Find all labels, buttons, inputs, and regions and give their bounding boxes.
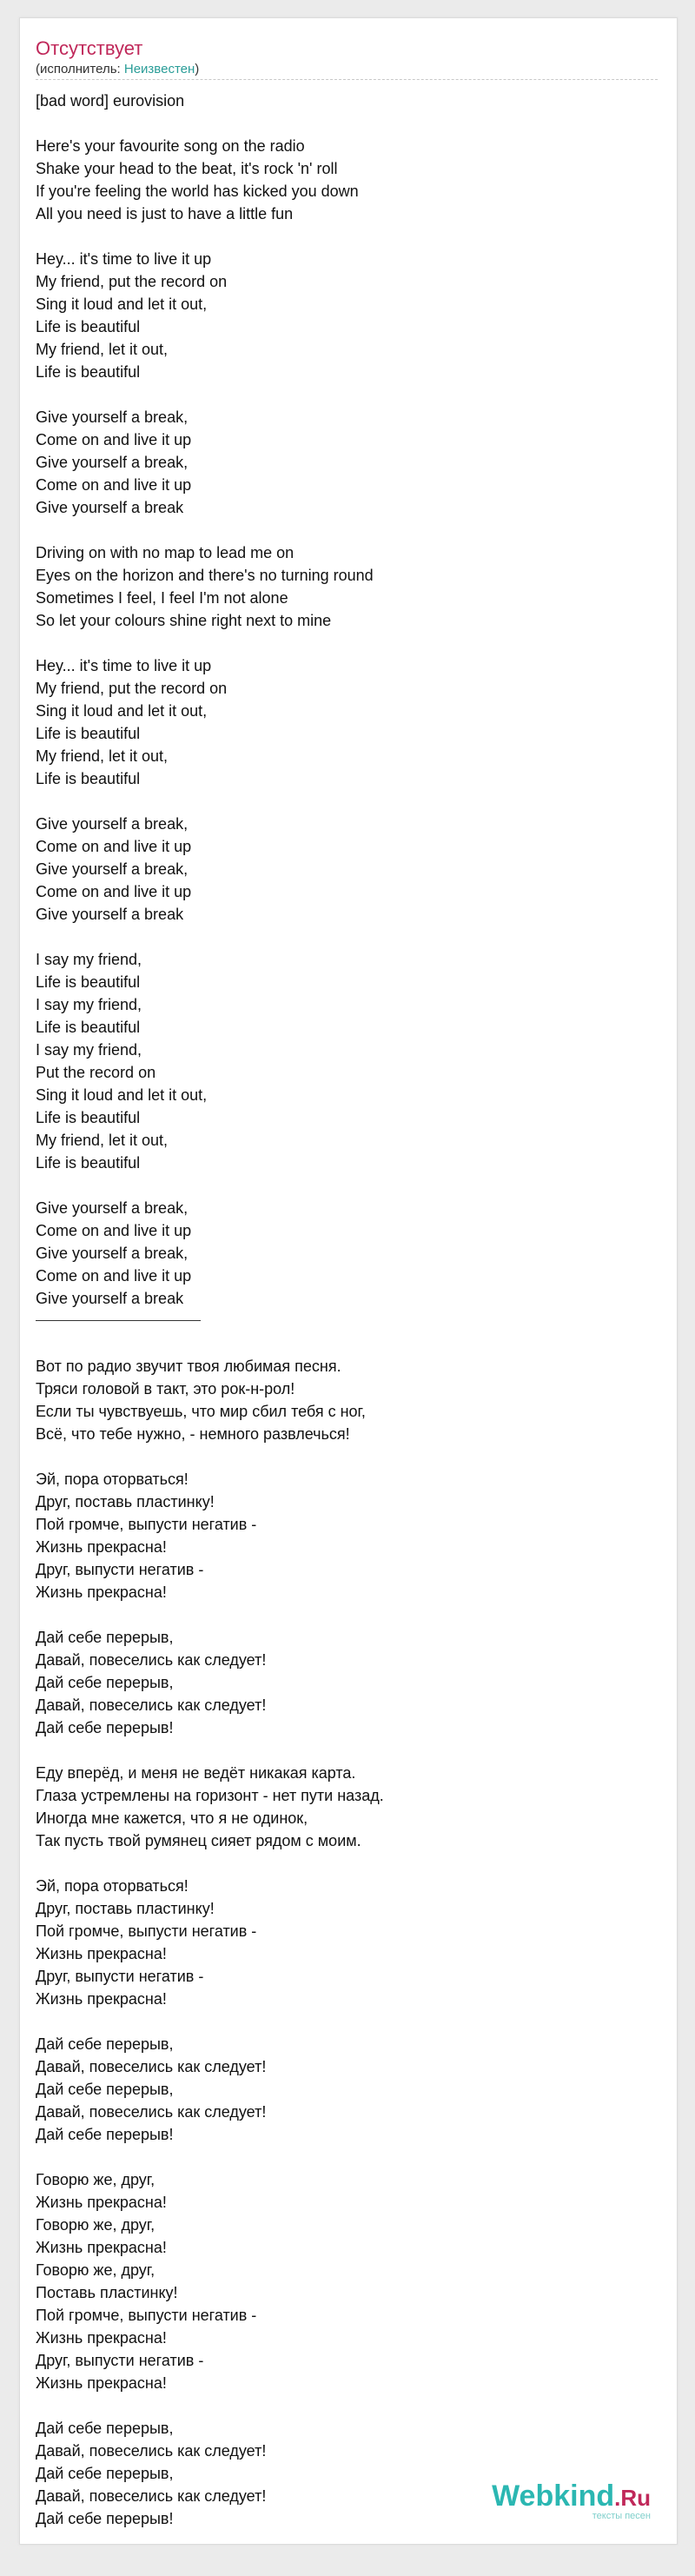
blank-line xyxy=(36,383,658,406)
lyric-line: Друг, поставь пластинку! xyxy=(36,1900,215,1917)
lyric-line: Пой громче, выпусти негатив - xyxy=(36,1922,257,1940)
artist-prefix: (исполнитель: xyxy=(36,62,124,76)
lyric-line: Life is beautiful xyxy=(36,1109,141,1126)
logo-tagline: тексты песен xyxy=(592,2511,651,2521)
lyric-line: Всё, что тебе нужно, - немного развлечься! xyxy=(36,1425,350,1443)
blank-line xyxy=(36,1852,658,1875)
lyric-line: Давай, повеселись как следует! xyxy=(36,1696,267,1714)
blank-line xyxy=(36,632,658,654)
lyric-line: My friend, let it out, xyxy=(36,747,169,765)
lyric-line: Друг, выпусти негатив - xyxy=(36,1561,204,1578)
lyric-line: Life is beautiful xyxy=(36,363,141,381)
lyric-line: Give yourself a break, xyxy=(36,454,189,471)
lyric-line: Друг, выпусти негатив - xyxy=(36,1968,204,1985)
lyric-line: Give yourself a break, xyxy=(36,1245,189,1262)
lyric-line: Говорю же, друг, xyxy=(36,2261,156,2279)
lyric-line: Тряси головой в такт, это рок-н-рол! xyxy=(36,1380,295,1398)
lyric-line: Пой громче, выпусти негатив - xyxy=(36,2307,257,2324)
lyric-line: Sing it loud and let it out, xyxy=(36,295,208,313)
lyric-line: Sing it loud and let it out, xyxy=(36,702,208,720)
lyric-line: Life is beautiful xyxy=(36,973,141,991)
artist-link[interactable]: Неизвестен xyxy=(123,62,195,76)
lyric-line: My friend, put the record on xyxy=(36,680,228,697)
lyric-line: Life is beautiful xyxy=(36,1154,141,1172)
lyric-line: Друг, поставь пластинку! xyxy=(36,1493,215,1510)
lyric-line: Put the record on xyxy=(36,1064,156,1081)
lyric-line: Давай, повеселись как следует! xyxy=(36,2487,267,2505)
lyric-line: If you're feeling the world has kicked you down xyxy=(36,183,359,200)
lyric-line: Друг, выпусти негатив - xyxy=(36,2352,204,2369)
blank-line xyxy=(36,112,658,135)
lyric-line: Давай, повеселись как следует! xyxy=(36,2103,267,2121)
lyric-line: I say my friend, xyxy=(36,996,142,1013)
logo-tld: .Ru xyxy=(614,2485,651,2511)
blank-line xyxy=(36,225,658,248)
lyric-line: Жизнь прекрасна! xyxy=(36,1538,167,1556)
lyric-line: Жизнь прекрасна! xyxy=(36,1583,167,1601)
blank-line xyxy=(36,1174,658,1197)
lyric-line: Если ты чувствуешь, что мир сбил тебя с ног, xyxy=(36,1403,366,1420)
lyric-line: Эй, пора оторваться! xyxy=(36,1471,189,1488)
lyric-line: My friend, let it out, xyxy=(36,1132,169,1149)
lyric-line: [bad word] eurovision xyxy=(36,92,185,110)
lyric-line: Вот по радио звучит твоя любимая песня. xyxy=(36,1358,341,1375)
lyric-line: Give yourself a break, xyxy=(36,1199,189,1217)
lyric-line: Иногда мне кажется, что я не одинок, xyxy=(36,1809,308,1827)
lyric-line: Еду вперёд, и меня не ведёт никакая карта. xyxy=(36,1764,356,1782)
lyric-line: Sometimes I feel, I feel I'm not alone xyxy=(36,589,288,607)
lyric-line: Give yourself a break xyxy=(36,1290,184,1307)
lyric-line: Жизнь прекрасна! xyxy=(36,1945,167,1962)
lyric-line: Life is beautiful xyxy=(36,725,141,742)
blank-line xyxy=(36,2394,658,2417)
lyric-line: Дай себе перерыв, xyxy=(36,1629,174,1646)
blank-line xyxy=(36,1603,658,1626)
lyric-line: Hey... it's time to live it up xyxy=(36,657,212,674)
artist-suffix: ) xyxy=(195,62,200,76)
lyric-line: Come on and live it up xyxy=(36,431,192,448)
lyric-line: Дай себе перерыв, xyxy=(36,2035,174,2053)
lyric-line: Come on and live it up xyxy=(36,1267,192,1285)
lyric-line: Come on and live it up xyxy=(36,883,192,900)
lyric-line: Sing it loud and let it out, xyxy=(36,1086,208,1104)
lyric-line: Говорю же, друг, xyxy=(36,2216,156,2234)
blank-line xyxy=(36,1445,658,1468)
lyric-line: Жизнь прекрасна! xyxy=(36,2374,167,2392)
lyric-line: Жизнь прекрасна! xyxy=(36,2239,167,2256)
lyric-line: Give yourself a break, xyxy=(36,408,189,426)
lyric-line: I say my friend, xyxy=(36,951,142,968)
lyric-line: All you need is just to have a little fun xyxy=(36,205,294,222)
lyric-line: Жизнь прекрасна! xyxy=(36,2194,167,2211)
lyric-line: Пой громче, выпусти негатив - xyxy=(36,1516,257,1533)
lyric-line: Дай себе перерыв, xyxy=(36,2465,174,2482)
lyric-line: Give yourself a break, xyxy=(36,860,189,878)
lyric-line: Come on and live it up xyxy=(36,476,192,494)
lyric-line: Эй, пора оторваться! xyxy=(36,1877,189,1895)
lyric-line: My friend, let it out, xyxy=(36,341,169,358)
translation-separator xyxy=(36,1310,658,1332)
lyrics-text xyxy=(36,90,658,2530)
blank-line xyxy=(36,926,658,948)
site-logo[interactable] xyxy=(492,2481,651,2521)
logo-brand-text: Webkind xyxy=(492,2480,615,2513)
lyric-line: Come on and live it up xyxy=(36,1222,192,1239)
song-header xyxy=(36,37,658,77)
lyric-line: Дай себе перерыв! xyxy=(36,2126,174,2143)
lyric-line: Дай себе перерыв, xyxy=(36,2420,174,2437)
lyric-line: Жизнь прекрасна! xyxy=(36,2329,167,2347)
song-title: Отсутствует xyxy=(36,37,143,59)
lyric-line: Give yourself a break xyxy=(36,499,184,516)
lyric-line: Давай, повеселись как следует! xyxy=(36,2442,267,2460)
lyric-line: Глаза устремлены на горизонт - нет пути назад. xyxy=(36,1787,384,1804)
lyric-line: Так пусть твой румянец сияет рядом с моим. xyxy=(36,1832,361,1849)
lyric-line: Дай себе перерыв, xyxy=(36,2081,174,2098)
song-meta xyxy=(36,62,658,77)
lyric-line: Дай себе перерыв, xyxy=(36,1674,174,1691)
lyric-line: Дай себе перерыв! xyxy=(36,2510,174,2527)
lyric-line: Давай, повеселись как следует! xyxy=(36,1651,267,1669)
lyric-line: Life is beautiful xyxy=(36,1019,141,1036)
lyric-line: I say my friend, xyxy=(36,1041,142,1059)
lyric-line: Shake your head to the beat, it's rock 'n' roll xyxy=(36,160,338,177)
lyric-line: Говорю же, друг, xyxy=(36,2171,156,2188)
lyric-line: Here's your favourite song on the radio xyxy=(36,137,305,155)
blank-line xyxy=(36,2010,658,2033)
header-divider xyxy=(36,79,658,80)
blank-line xyxy=(36,1332,658,1355)
lyric-line: Дай себе перерыв! xyxy=(36,1719,174,1736)
lyric-line: So let your colours shine right next to mine xyxy=(36,612,332,629)
lyric-line: Жизнь прекрасна! xyxy=(36,1990,167,2008)
logo-brand xyxy=(492,2481,651,2513)
lyric-line: Driving on with no map to lead me on xyxy=(36,544,295,561)
lyric-line: Eyes on the horizon and there's no turning round xyxy=(36,567,374,584)
lyric-line: Давай, повеселись как следует! xyxy=(36,2058,267,2075)
lyric-line: Life is beautiful xyxy=(36,770,141,787)
lyric-line: Hey... it's time to live it up xyxy=(36,250,212,268)
lyric-line: Come on and live it up xyxy=(36,838,192,855)
lyric-line: My friend, put the record on xyxy=(36,273,228,290)
blank-line xyxy=(36,1739,658,1762)
lyrics-card xyxy=(19,17,678,2545)
blank-line xyxy=(36,2146,658,2168)
lyric-line: Life is beautiful xyxy=(36,318,141,335)
lyric-line: Поставь пластинку! xyxy=(36,2284,178,2301)
lyric-line: Give yourself a break, xyxy=(36,815,189,833)
lyric-line: Give yourself a break xyxy=(36,906,184,923)
blank-line xyxy=(36,790,658,813)
blank-line xyxy=(36,519,658,541)
